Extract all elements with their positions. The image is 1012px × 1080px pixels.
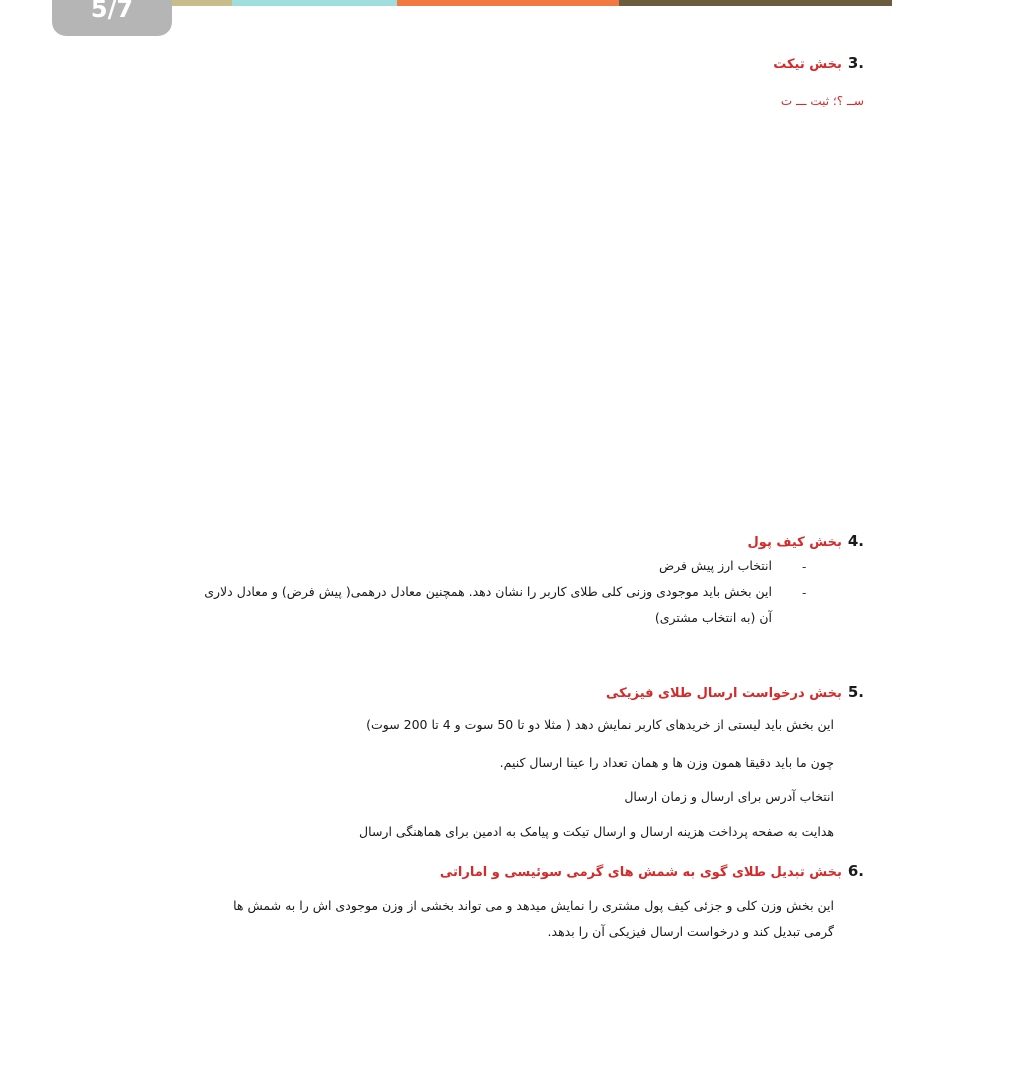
section-5-line: چون ما باید دقیقا همون وزن ها و همان تعداد را عینا ارسال کنیم.	[499, 755, 834, 770]
page-number-label: 5/7	[90, 0, 134, 23]
section-3-number: .3	[847, 54, 864, 72]
section-5-heading	[606, 683, 864, 701]
section-4-item: انتخاب ارز پیش فرض	[658, 558, 772, 573]
section-6-title: بخش تبدیل طلای گوی به شمش های گرمی سوئیسی و اماراتی	[439, 865, 842, 880]
section-4-number: .4	[847, 532, 864, 550]
section-5-line: انتخاب آدرس برای ارسال و زمان ارسال	[624, 789, 834, 804]
section-6-number: .6	[847, 862, 864, 880]
section-3-title: بخش تیکت	[773, 57, 842, 72]
bullet-mark: -	[802, 560, 807, 574]
section-5-line: این بخش باید لیستی از خریدهای کاربر نمایش دهد ( مثلا دو تا 50 سوت و 4 تا 200 سوت)	[366, 717, 834, 732]
section-4-title: بخش کیف پول	[747, 535, 842, 550]
section-6-line: گرمی تبدیل کند و درخواست ارسال فیزیکی آن را بدهد.	[547, 924, 834, 939]
section-5-title: بخش درخواست ارسال طلای فیزیکی	[606, 686, 842, 701]
section-4-heading	[748, 532, 864, 550]
section-3-heading	[773, 54, 864, 72]
section-4-item: آن (به انتخاب مشتری)	[654, 610, 772, 625]
bullet-mark: -	[802, 586, 807, 600]
section-5-line: هدایت به صفحه پرداخت هزینه ارسال و ارسال تیکت و پیامک به ادمین برای هماهنگی ارسال	[359, 824, 834, 839]
section-5-number: .5	[847, 683, 864, 701]
section-6-heading	[440, 862, 864, 880]
section-4-item: این بخش باید موجودی وزنی کلی طلای کاربر را نشان دهد. همچنین معادل درهمی( پیش فرض) و معادل دلاری	[204, 584, 772, 599]
section-3-partial-text: ﺳــ ؟؛ ثبت ـــ ت	[780, 94, 864, 108]
section-6-line: این بخش وزن کلی و جزئی کیف پول مشتری را نمایش میدهد و می تواند بخشی از وزن موجودی اش را به شمش ها	[233, 898, 834, 913]
